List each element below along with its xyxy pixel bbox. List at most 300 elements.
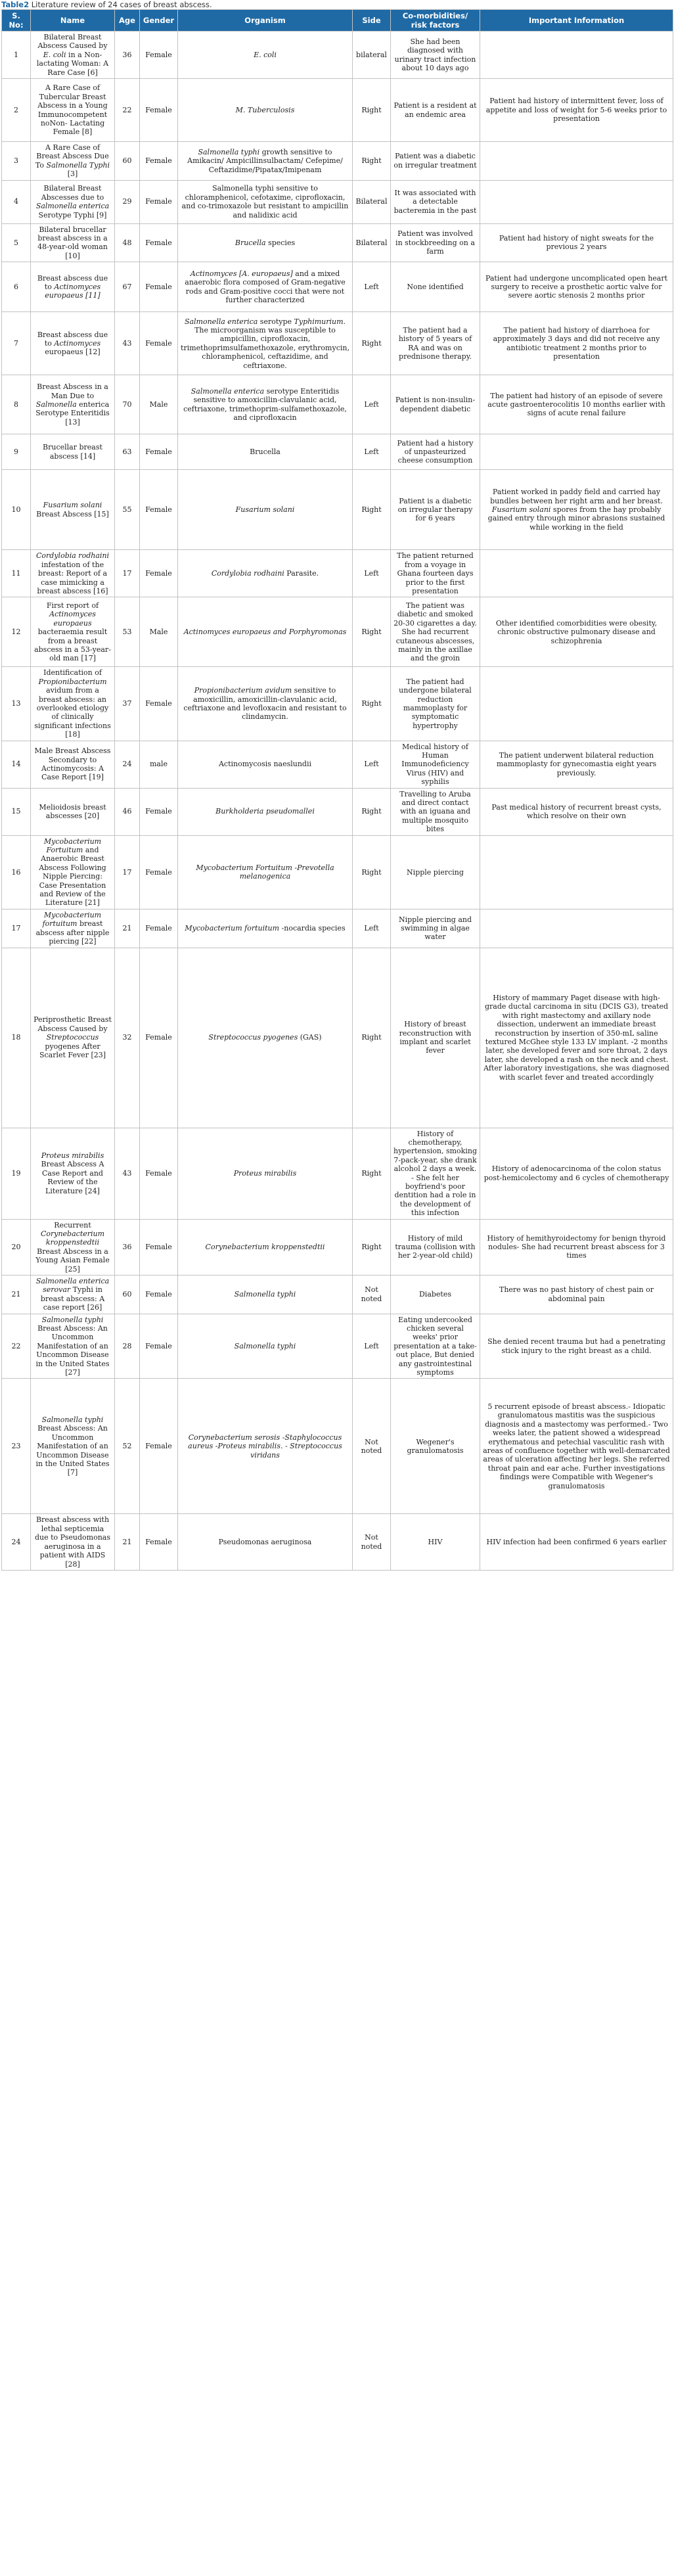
cell-sno: 19 bbox=[2, 1128, 31, 1219]
cell-organism bbox=[178, 667, 353, 741]
cell-age: 60 bbox=[115, 1276, 140, 1314]
text-fragment: Fusarium solani bbox=[43, 501, 102, 510]
cell-side: Right bbox=[353, 312, 391, 375]
cell-age: 37 bbox=[115, 667, 140, 741]
cell-organism bbox=[178, 909, 353, 948]
cell-name bbox=[31, 667, 115, 741]
cell-comorbidities bbox=[391, 1514, 480, 1570]
cell-sno: 6 bbox=[2, 262, 31, 312]
cell-gender: Female bbox=[140, 909, 178, 948]
cell-side: Left bbox=[353, 741, 391, 788]
cell-organism bbox=[178, 142, 353, 181]
text-fragment: Salmonella typhi bbox=[41, 1315, 104, 1324]
cell-comorbidities bbox=[391, 180, 480, 223]
cell-gender: Female bbox=[140, 262, 178, 312]
table-title: Literature review of 24 cases of breast abscess. bbox=[29, 0, 212, 9]
cell-age: 28 bbox=[115, 1314, 140, 1379]
cell-name bbox=[31, 741, 115, 788]
text-fragment: None identified bbox=[407, 283, 464, 292]
cell-name bbox=[31, 470, 115, 550]
header-gender: Gender bbox=[140, 10, 178, 32]
text-fragment: Parasite. bbox=[284, 569, 319, 578]
cell-name bbox=[31, 1379, 115, 1514]
cell-name bbox=[31, 1128, 115, 1219]
cell-comorbidities bbox=[391, 312, 480, 375]
table-row bbox=[2, 1514, 673, 1570]
cell-comorbidities bbox=[391, 788, 480, 835]
cell-information bbox=[480, 550, 673, 597]
text-fragment: spores from the hay probably gained entry through minor abrasions sustained while working in the field bbox=[487, 505, 665, 532]
table-row bbox=[2, 948, 673, 1128]
cell-organism bbox=[178, 470, 353, 550]
cell-side: Left bbox=[353, 550, 391, 597]
cell-name bbox=[31, 142, 115, 181]
cell-gender: Male bbox=[140, 375, 178, 434]
text-fragment: Fusarium solani bbox=[491, 505, 551, 515]
cell-sno: 2 bbox=[2, 79, 31, 142]
cell-information bbox=[480, 142, 673, 181]
cell-comorbidities bbox=[391, 1276, 480, 1314]
cell-information bbox=[480, 1514, 673, 1570]
cell-comorbidities bbox=[391, 1219, 480, 1275]
text-fragment: Mycobacterium Fortuitum bbox=[43, 837, 102, 855]
cell-name bbox=[31, 312, 115, 375]
text-fragment: Patient had history of intermittent fever, loss of appetite and loss of weight for 5-6 weeks prior to presentation bbox=[485, 97, 667, 124]
cell-age: 43 bbox=[115, 1128, 140, 1219]
text-fragment: fortuitum bbox=[42, 919, 78, 929]
table-row bbox=[2, 1379, 673, 1514]
text-fragment: History of chemotherapy, hypertension, smoking 7-pack-year, she drank alcohol 2 days a week. - She felt her boyfriend's poor dentition had a role in the development of this infection bbox=[393, 1129, 477, 1218]
cell-name bbox=[31, 180, 115, 223]
cell-information bbox=[480, 835, 673, 909]
cell-organism bbox=[178, 1379, 353, 1514]
cell-gender: Female bbox=[140, 1514, 178, 1570]
text-fragment: Patient had a history of unpasteurized cheese consumption bbox=[397, 438, 474, 465]
cell-name bbox=[31, 375, 115, 434]
text-fragment: Nipple piercing and swimming in algae water bbox=[398, 915, 472, 942]
cell-organism bbox=[178, 32, 353, 79]
cell-gender: Female bbox=[140, 1219, 178, 1275]
cell-sno: 11 bbox=[2, 550, 31, 597]
cell-name bbox=[31, 788, 115, 835]
text-fragment: Propionibacterium bbox=[38, 677, 107, 686]
cell-information bbox=[480, 79, 673, 142]
cell-sno: 16 bbox=[2, 835, 31, 909]
cell-comorbidities bbox=[391, 1314, 480, 1379]
cell-comorbidities bbox=[391, 948, 480, 1128]
cell-comorbidities bbox=[391, 470, 480, 550]
text-fragment: Propionibacterium avidum bbox=[194, 686, 292, 695]
cell-sno: 7 bbox=[2, 312, 31, 375]
text-fragment: Melioidosis breast abscesses [20] bbox=[39, 802, 106, 821]
cell-age: 48 bbox=[115, 223, 140, 262]
text-fragment: Bilateral Breast Abscess Caused by bbox=[37, 33, 108, 51]
cell-sno: 21 bbox=[2, 1276, 31, 1314]
text-fragment: Breast Abscess A Case Report and Review of the Literature [24] bbox=[41, 1160, 104, 1195]
cell-information bbox=[480, 948, 673, 1128]
cell-gender: Female bbox=[140, 1128, 178, 1219]
cell-organism bbox=[178, 375, 353, 434]
cell-age: 22 bbox=[115, 79, 140, 142]
cell-age: 53 bbox=[115, 597, 140, 667]
text-fragment: Travelling to Aruba and direct contact with an iguana and multiple mosquito bites bbox=[399, 789, 471, 834]
cell-gender: Female bbox=[140, 434, 178, 470]
cell-information bbox=[480, 741, 673, 788]
cell-name bbox=[31, 79, 115, 142]
cell-organism bbox=[178, 741, 353, 788]
text-fragment: Typhi in breast abscess: A case report [26] bbox=[40, 1285, 105, 1312]
cell-gender: Female bbox=[140, 835, 178, 909]
cell-comorbidities bbox=[391, 434, 480, 470]
text-fragment: History of hemithyroidectomy for benign thyroid nodules- She had recurrent breast abscess for 3 times bbox=[487, 1233, 666, 1260]
cell-age: 29 bbox=[115, 180, 140, 223]
text-fragment: pyogenes After Scarlet Fever [23] bbox=[39, 1042, 106, 1060]
cell-gender: Female bbox=[140, 667, 178, 741]
cell-age: 24 bbox=[115, 741, 140, 788]
text-fragment: Burkholderia pseudomallei bbox=[215, 807, 315, 816]
cell-information bbox=[480, 667, 673, 741]
text-fragment: Breast Abscess: An Uncommon Manifestation of an Uncommon Disease in the United States [27] bbox=[35, 1324, 110, 1377]
cell-organism bbox=[178, 788, 353, 835]
text-fragment: Bilateral Breast Abscesses due to bbox=[41, 184, 104, 202]
text-fragment: Breast Abscess [15] bbox=[36, 509, 109, 518]
cell-side: Right bbox=[353, 1128, 391, 1219]
text-fragment: Patient was a diabetic on irregular treatment bbox=[393, 152, 477, 170]
text-fragment: serotype Enteritidis sensitive to amoxicillin-clavulanic acid, ceftriaxone, trimethoprim-sulfamethoxazole, and ciprofloxacin bbox=[183, 386, 347, 423]
cell-sno: 1 bbox=[2, 32, 31, 79]
cell-age: 60 bbox=[115, 142, 140, 181]
header-age: Age bbox=[115, 10, 140, 32]
cell-name bbox=[31, 835, 115, 909]
text-fragment: Fusarium solani bbox=[235, 505, 295, 515]
text-fragment: Actinomycosis naeslundii bbox=[218, 760, 312, 769]
cell-gender: Female bbox=[140, 142, 178, 181]
cell-age: 43 bbox=[115, 312, 140, 375]
cell-name bbox=[31, 948, 115, 1128]
header-sno: S. No: bbox=[2, 10, 31, 32]
cell-side: Right bbox=[353, 597, 391, 667]
cell-name bbox=[31, 1276, 115, 1314]
table-row bbox=[2, 1276, 673, 1314]
text-fragment: Periprosthetic Breast Abscess Caused by bbox=[34, 1015, 112, 1033]
table-row bbox=[2, 470, 673, 550]
cell-gender: Female bbox=[140, 1379, 178, 1514]
cell-information bbox=[480, 1379, 673, 1514]
header-name: Name bbox=[31, 10, 115, 32]
text-fragment: Past medical history of recurrent breast cysts, which resolve on their own bbox=[491, 802, 662, 821]
cell-age: 67 bbox=[115, 262, 140, 312]
text-fragment: Actinomyces [A. europaeus] bbox=[190, 269, 293, 278]
cell-side: Bilateral bbox=[353, 180, 391, 223]
cell-name bbox=[31, 434, 115, 470]
text-fragment: Breast abscess due to bbox=[37, 330, 108, 348]
text-fragment: Patient had undergone uncomplicated open heart surgery to receive a prosthetic aortic valve for severe aortic stenosis 2 months prior bbox=[485, 273, 668, 300]
cell-organism bbox=[178, 223, 353, 262]
cell-gender: Female bbox=[140, 550, 178, 597]
cell-organism bbox=[178, 550, 353, 597]
cell-information bbox=[480, 909, 673, 948]
cell-comorbidities bbox=[391, 375, 480, 434]
table-row bbox=[2, 1314, 673, 1379]
text-fragment: Corynebacterium kroppenstedtii bbox=[205, 1243, 325, 1252]
text-fragment: History of adenocarcinoma of the colon status post-hemicolectomy and 6 cycles of chemotherapy bbox=[483, 1164, 669, 1182]
text-fragment: She had been diagnosed with urinary tract infection about 10 days ago bbox=[394, 37, 476, 72]
table-row bbox=[2, 262, 673, 312]
cell-information bbox=[480, 375, 673, 434]
cell-name bbox=[31, 550, 115, 597]
cell-gender: Female bbox=[140, 180, 178, 223]
cell-age: 52 bbox=[115, 1379, 140, 1514]
text-fragment: The patient had history of an episode of severe acute gastroenterocolitis 10 months earlier with signs of acute renal failure bbox=[487, 391, 665, 418]
cell-comorbidities bbox=[391, 1128, 480, 1219]
text-fragment: History of mild trauma (collision with her 2-year-old child) bbox=[395, 1233, 476, 1260]
table-label: Table2 bbox=[1, 0, 30, 9]
table-row bbox=[2, 223, 673, 262]
text-fragment: Streptococcus pyogenes bbox=[208, 1033, 298, 1042]
header-side: Side bbox=[353, 10, 391, 32]
text-fragment: Salmonella typhi bbox=[41, 1415, 104, 1425]
cell-gender: Male bbox=[140, 597, 178, 667]
cell-gender: Female bbox=[140, 1314, 178, 1379]
cell-sno: 5 bbox=[2, 223, 31, 262]
cell-sno: 3 bbox=[2, 142, 31, 181]
cell-comorbidities bbox=[391, 262, 480, 312]
text-fragment: The patient had a history of 5 years of RA and was on prednisone therapy. bbox=[398, 325, 472, 361]
cell-information bbox=[480, 180, 673, 223]
cell-name bbox=[31, 32, 115, 79]
text-fragment: and Anaerobic Breast Abscess Following Nipple Piercing: Case Presentation and Review of the Literature [21] bbox=[39, 846, 106, 908]
cell-organism bbox=[178, 948, 353, 1128]
table-row bbox=[2, 550, 673, 597]
text-fragment: Bilateral brucellar breast abscess in a 48-year-old woman [10] bbox=[37, 225, 108, 260]
cell-organism bbox=[178, 1314, 353, 1379]
cell-age: 63 bbox=[115, 434, 140, 470]
cell-organism bbox=[178, 835, 353, 909]
cell-side: Bilateral bbox=[353, 223, 391, 262]
cell-comorbidities bbox=[391, 597, 480, 667]
cell-gender: Female bbox=[140, 79, 178, 142]
text-fragment: Actinomyces europaeus and Porphyromonas bbox=[183, 628, 347, 637]
text-fragment: Eating undercooked chicken several weeks' prior presentation at a take-out place, But denied any gastrointestinal symptoms bbox=[393, 1315, 477, 1377]
cell-side: Right bbox=[353, 79, 391, 142]
cell-comorbidities bbox=[391, 1379, 480, 1514]
cell-sno: 23 bbox=[2, 1379, 31, 1514]
header-information: Important Information bbox=[480, 10, 673, 32]
text-fragment: E. coli bbox=[43, 50, 66, 59]
cell-side: Left bbox=[353, 1314, 391, 1379]
text-fragment: The patient had undergone bilateral reduction mammoplasty for symptomatic hypertrophy bbox=[399, 677, 472, 730]
text-fragment: 5 recurrent episode of breast abscess.- Idiopatic granulomatous mastitis was the suspicious diagnosis and a mastectomy was performed.- Two weeks later, the patient showed a widespread erythematous and petechial vasculitic rash with areas of confluence together with well-demarcated areas of ulceration affecting her legs. She referred throat pain and ear ache. Further investigations findings were Compatible with Wegener's granulomatosis bbox=[483, 1402, 670, 1490]
text-fragment: Nipple piercing bbox=[407, 867, 464, 877]
cell-information bbox=[480, 223, 673, 262]
cell-side: Right bbox=[353, 1219, 391, 1275]
text-fragment: Serotype Typhi [9] bbox=[38, 210, 107, 219]
text-fragment: Salmonella typhi bbox=[234, 1341, 296, 1350]
cell-comorbidities bbox=[391, 741, 480, 788]
table-caption bbox=[0, 0, 674, 9]
text-fragment: Mycobacterium bbox=[43, 910, 102, 919]
cell-comorbidities bbox=[391, 79, 480, 142]
text-fragment: A Rare Case of Breast Abscess Due To bbox=[35, 143, 109, 170]
cell-organism bbox=[178, 79, 353, 142]
text-fragment: Salmonella typhi sensitive to chloramphenicol, cefotaxime, ciprofloxacin, and co-trimoxazole but resistant to ampicillin and nalidixic acid bbox=[181, 184, 349, 219]
text-fragment: HIV bbox=[428, 1537, 443, 1546]
text-fragment: bacteraemia result from a breast abscess in a 53-year-old man [17] bbox=[34, 628, 111, 663]
table-row bbox=[2, 434, 673, 470]
cell-age: 55 bbox=[115, 470, 140, 550]
table-row bbox=[2, 788, 673, 835]
text-fragment: in a Non-lactating Woman: A Rare Case [6] bbox=[36, 50, 109, 77]
text-fragment: Patient is a resident at an endemic area bbox=[393, 101, 477, 119]
table-row bbox=[2, 835, 673, 909]
text-fragment: Male Breast Abscess Secondary to Actinomycosis: A Case Report [19] bbox=[34, 747, 111, 782]
text-fragment: Breast Abscess: An Uncommon Manifestation of an Uncommon Disease in the United States [7] bbox=[35, 1424, 110, 1477]
text-fragment: Proteus mirabilis bbox=[41, 1151, 104, 1161]
text-fragment: species bbox=[265, 238, 296, 247]
cell-name bbox=[31, 597, 115, 667]
text-fragment: Salmonella enterica bbox=[191, 386, 265, 396]
text-fragment: Salmonella bbox=[35, 400, 77, 409]
text-fragment: The patient underwent bilateral reduction mammoplasty for gynecomastia eight years previously. bbox=[496, 750, 657, 777]
cell-side: Left bbox=[353, 434, 391, 470]
table-row bbox=[2, 909, 673, 948]
text-fragment: History of breast reconstruction with implant and scarlet fever bbox=[399, 1020, 472, 1055]
text-fragment: Breast abscess due to bbox=[37, 273, 108, 292]
cell-age: 17 bbox=[115, 550, 140, 597]
cell-information bbox=[480, 1314, 673, 1379]
text-fragment: E. coli bbox=[254, 50, 277, 59]
text-fragment: serotype bbox=[258, 317, 294, 326]
cell-side: Right bbox=[353, 835, 391, 909]
cell-organism bbox=[178, 180, 353, 223]
text-fragment: Salmonella enterica bbox=[35, 202, 110, 211]
cell-information bbox=[480, 262, 673, 312]
cell-organism bbox=[178, 1219, 353, 1275]
cell-organism bbox=[178, 434, 353, 470]
header-row bbox=[2, 10, 673, 32]
text-fragment: Diabetes bbox=[418, 1290, 452, 1299]
text-fragment: avidum from a breast abscess: an overlooked etiology of clinically significant infections [18] bbox=[34, 686, 111, 739]
text-fragment: History of mammary Paget disease with high-grade ductal carcinoma in situ (DCIS G3), treated with right mastectomy and axillary node dissection, underwent an immediate breast reconstruction by insertion of 350-mL saline textured McGhee style 133 LV implant. -2 months later, she developed fever and sore throat, 2 days later, she developed a rash on the neck and chest. After laboratory investigations, she was diagnosed with scarlet fever and treated accordingly bbox=[483, 993, 669, 1082]
cell-side: Not noted bbox=[353, 1514, 391, 1570]
cell-age: 32 bbox=[115, 948, 140, 1128]
text-fragment: -nocardia species bbox=[279, 923, 346, 932]
text-fragment: enterica Serotype Enteritidis [13] bbox=[35, 400, 110, 426]
cell-sno: 12 bbox=[2, 597, 31, 667]
cell-comorbidities bbox=[391, 909, 480, 948]
cell-side: Right bbox=[353, 948, 391, 1128]
text-fragment: Pseudomonas aeruginosa bbox=[218, 1537, 312, 1546]
cell-organism bbox=[178, 1514, 353, 1570]
text-fragment: Salmonella enterica bbox=[184, 317, 258, 326]
text-fragment: Proteus mirabilis bbox=[233, 1168, 297, 1178]
cell-organism bbox=[178, 597, 353, 667]
text-fragment: Patient was involved in stockbreeding on a farm bbox=[395, 229, 475, 256]
cell-information bbox=[480, 788, 673, 835]
text-fragment: Salmonella enterica serovar bbox=[35, 1277, 110, 1295]
text-fragment: She denied recent trauma but had a penetrating stick injury to the right breast as a child. bbox=[487, 1337, 665, 1355]
text-fragment: and a mixed anaerobic flora composed of Gram-negative rods and Gram-positive cocci that were not further characterized bbox=[185, 269, 346, 305]
cell-sno: 8 bbox=[2, 375, 31, 434]
table-row bbox=[2, 142, 673, 181]
text-fragment: Patient is non-insulin-dependent diabetic bbox=[395, 396, 476, 413]
text-fragment: Brucellar breast abscess [14] bbox=[43, 443, 102, 461]
cell-information bbox=[480, 470, 673, 550]
text-fragment: Streptococcus bbox=[46, 1033, 99, 1042]
cell-name bbox=[31, 909, 115, 948]
cell-name bbox=[31, 1219, 115, 1275]
table-row bbox=[2, 1128, 673, 1219]
cell-name bbox=[31, 262, 115, 312]
text-fragment: infestation of the breast: Report of a case mimicking a breast abscess [16] bbox=[37, 560, 108, 595]
cell-organism bbox=[178, 312, 353, 375]
cell-age: 21 bbox=[115, 1514, 140, 1570]
table-row bbox=[2, 741, 673, 788]
cell-gender: Female bbox=[140, 1276, 178, 1314]
cell-side: Left bbox=[353, 909, 391, 948]
cell-side: Right bbox=[353, 142, 391, 181]
cell-age: 21 bbox=[115, 909, 140, 948]
header-comorbidities: Co-morbidities/ risk factors bbox=[391, 10, 480, 32]
text-fragment: Breast Abscess in a Young Asian Female [25] bbox=[35, 1247, 110, 1274]
text-fragment: [3] bbox=[67, 170, 78, 179]
cell-sno: 10 bbox=[2, 470, 31, 550]
text-fragment: Identification of bbox=[43, 668, 102, 678]
cell-side: Right bbox=[353, 470, 391, 550]
cell-information bbox=[480, 597, 673, 667]
text-fragment: sensitive to amoxicillin, amoxicillin-clavulanic acid, ceftriaxone and levofloxacin and resistant to clindamycin. bbox=[183, 686, 347, 722]
text-fragment: The patient had history of diarrhoea for approximately 3 days and did not receive any antibiotic treatment 2 months prior to presentation bbox=[493, 325, 660, 361]
text-fragment: First report of bbox=[46, 601, 99, 610]
cell-gender: Female bbox=[140, 470, 178, 550]
text-fragment: (GAS) bbox=[298, 1033, 322, 1042]
cell-information bbox=[480, 1219, 673, 1275]
cell-age: 36 bbox=[115, 1219, 140, 1275]
cell-age: 17 bbox=[115, 835, 140, 909]
table-row bbox=[2, 1219, 673, 1275]
cell-name bbox=[31, 1514, 115, 1570]
text-fragment: Wegener's granulomatosis bbox=[407, 1437, 464, 1455]
cell-side: Not noted bbox=[353, 1379, 391, 1514]
cell-sno: 4 bbox=[2, 180, 31, 223]
cell-sno: 9 bbox=[2, 434, 31, 470]
cell-gender: Female bbox=[140, 312, 178, 375]
cell-sno: 22 bbox=[2, 1314, 31, 1379]
cell-side: Not noted bbox=[353, 1276, 391, 1314]
text-fragment: Breast Abscess in a Man Due to bbox=[37, 382, 108, 400]
text-fragment: Actinomyces europaeus [11] bbox=[45, 283, 101, 300]
cell-organism bbox=[178, 262, 353, 312]
header-organism: Organism bbox=[178, 10, 353, 32]
literature-review-table bbox=[1, 9, 673, 1571]
cell-sno: 20 bbox=[2, 1219, 31, 1275]
text-fragment: Medical history of Human Immunodeficiency Virus (HIV) and syphilis bbox=[401, 742, 469, 787]
cell-information bbox=[480, 1128, 673, 1219]
cell-sno: 13 bbox=[2, 667, 31, 741]
text-fragment: Corynebacterium kroppenstedtii bbox=[40, 1229, 105, 1247]
cell-information bbox=[480, 312, 673, 375]
text-fragment: It was associated with a detectable bacteremia in the past bbox=[393, 189, 477, 215]
table-row bbox=[2, 180, 673, 223]
text-fragment: growth sensitive to Amikacin/ Ampicillinsulbactam/ Cefepime/ Ceftazidime/Pipatax/Imipenam bbox=[187, 147, 343, 174]
text-fragment: HIV infection had been confirmed 6 years earlier bbox=[486, 1537, 667, 1546]
text-fragment: Salmonella typhi bbox=[234, 1290, 296, 1299]
cell-sno: 24 bbox=[2, 1514, 31, 1570]
text-fragment: The patient was diabetic and smoked 20-30 cigarettes a day. She had recurrent cutaneous abscesses, mainly in the axillae and the groin bbox=[393, 601, 477, 663]
cell-information bbox=[480, 32, 673, 79]
text-fragment: Recurrent bbox=[54, 1220, 91, 1230]
table-row bbox=[2, 597, 673, 667]
